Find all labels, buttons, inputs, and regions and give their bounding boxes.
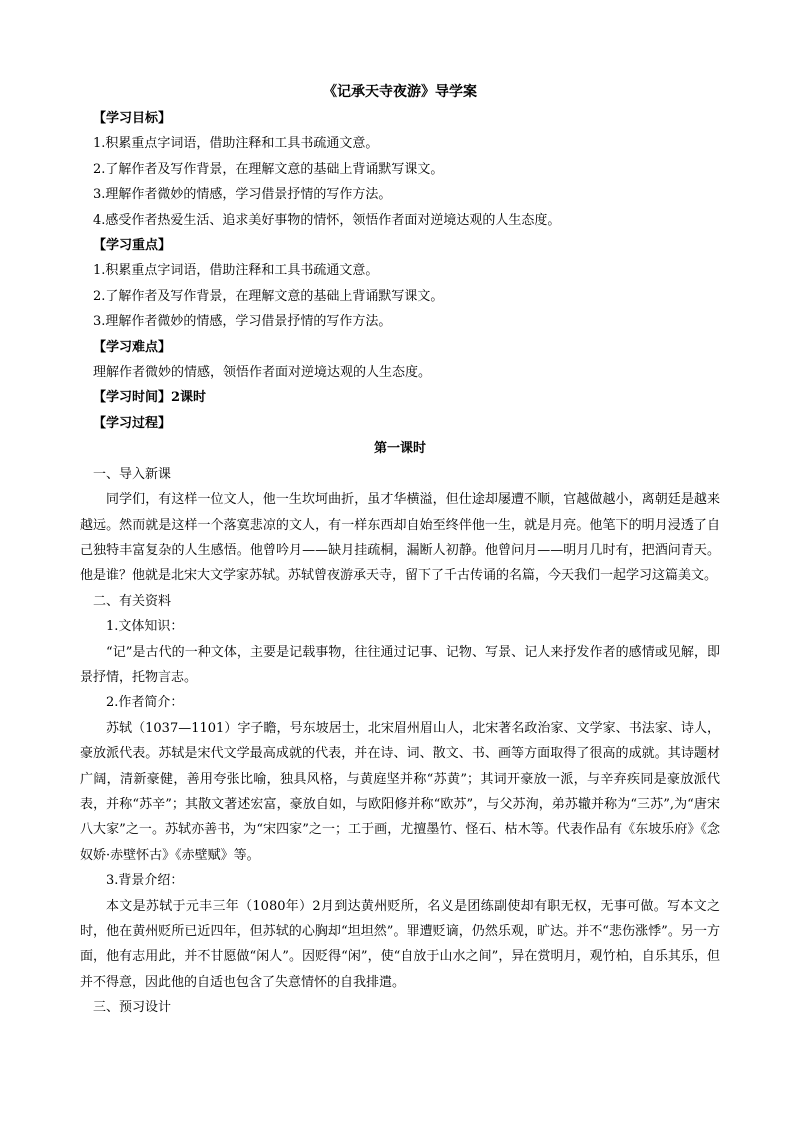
subsection-heading: 1.文体知识： [106, 619, 184, 635]
difficulty-text: 理解作者微妙的情感，领悟作者面对逆境达观的人生态度。 [93, 365, 432, 381]
lesson-title: 第一课时 [373, 441, 426, 457]
keypoint-item: 3.理解作者微妙的情感，学习借景抒情的写作方法。 [93, 314, 392, 330]
objective-item: 3.理解作者微妙的情感，学习借景抒情的写作方法。 [93, 187, 392, 203]
time-line: 【学习时间】2课时 [93, 390, 207, 406]
intro-paragraph: 同学们，有这样一位文人，他一生坎坷曲折，虽才华横溢，但仕途却屡遭不顺，官越做越小，离朝廷是越来越远。然而就是这样一个落寞悲凉的文人，有一样东西却自始至终伴他一生，就是月亮。他笔下的明月浸透了自己独特丰富复杂的人生感悟。他曾吟月——缺月挂疏桐，漏断人初静。他曾问月——明月几时有，把酒问青天。他是谁？他就是北宋大文学家苏轼。苏轼曾夜游承天寺，留下了千古传诵的名篇，今天我们一起学习这篇美文。 [80, 492, 720, 584]
keypoint-item: 2.了解作者及写作背景，在理解文意的基础上背诵默写课文。 [93, 288, 444, 304]
objective-item: 1.积累重点字词语，借助注释和工具书疏通文意。 [93, 136, 379, 152]
background-paragraph: 本文是苏轼于元丰三年（1080年）2月到达黄州贬所，名义是团练副使却有职无权，无事可做。写本文之时，他在黄州贬所已近四年，但苏轼的心胸却“坦坦然”。罪遭贬谪，仍然乐观，旷达。并不“悲伤涨悸”。另一方面，他有志用此，并不甘愿做“闲人”。因贬得“闲”，使“自放于山水之间”，异在赏明月，观竹柏，自乐其乐，但并不得意，因此他的自适也包含了失意情怀的自我排遣。 [80, 898, 720, 990]
keypoints-heading: 【学习重点】 [93, 238, 172, 254]
section-heading: 一、导入新课 [93, 466, 172, 482]
difficulty-heading: 【学习难点】 [93, 339, 172, 355]
objectives-heading: 【学习目标】 [93, 111, 172, 126]
subsection-heading: 3.背景介绍： [106, 873, 184, 889]
author-paragraph: 苏轼（1037—1101）字子瞻，号东坡居士，北宋眉州眉山人，北宋著名政治家、文学家、书法家、诗人，豪放派代表。苏轼是宋代文学最高成就的代表，并在诗、词、散文、书、画等方面取得了很高的成就。其诗题材广阔，清新豪健，善用夸张比喻，独具风格，与黄庭坚并称“苏黄”；其词开豪放一派，与辛弃疾同是豪放派代表，并称“苏辛”；其散文著述宏富，豪放自如，与欧阳修并称“欧苏”，与父苏洵，弟苏辙并称为“三苏”,为“唐宋八大家”之一。苏轼亦善书，为“宋四家”之一；工于画，尤擅墨竹、怪石、枯木等。代表作品有《东坡乐府》《念奴娇·赤壁怀古》《赤壁赋》等。 [80, 720, 720, 863]
process-heading: 【学习过程】 [93, 415, 172, 431]
genre-paragraph: “记”是古代的一种文体，主要是记载事物，往往通过记事、记物、写景、记人来抒发作者的感情或见解，即景抒情，托物言志。 [80, 644, 720, 685]
document-title: 《记承天寺夜游》导学案 [323, 84, 477, 100]
section-heading: 三、预习设计 [93, 1000, 172, 1016]
objective-item: 4.感受作者热爱生活、追求美好事物的情怀，领悟作者面对逆境达观的人生态度。 [93, 212, 561, 228]
objective-item: 2.了解作者及写作背景，在理解文意的基础上背诵默写课文。 [93, 161, 444, 177]
subsection-heading: 2.作者简介： [106, 695, 184, 711]
document-page [80, 80, 720, 1021]
keypoint-item: 1.积累重点字词语，借助注释和工具书疏通文意。 [93, 263, 379, 279]
section-heading: 二、有关资料 [93, 593, 172, 609]
